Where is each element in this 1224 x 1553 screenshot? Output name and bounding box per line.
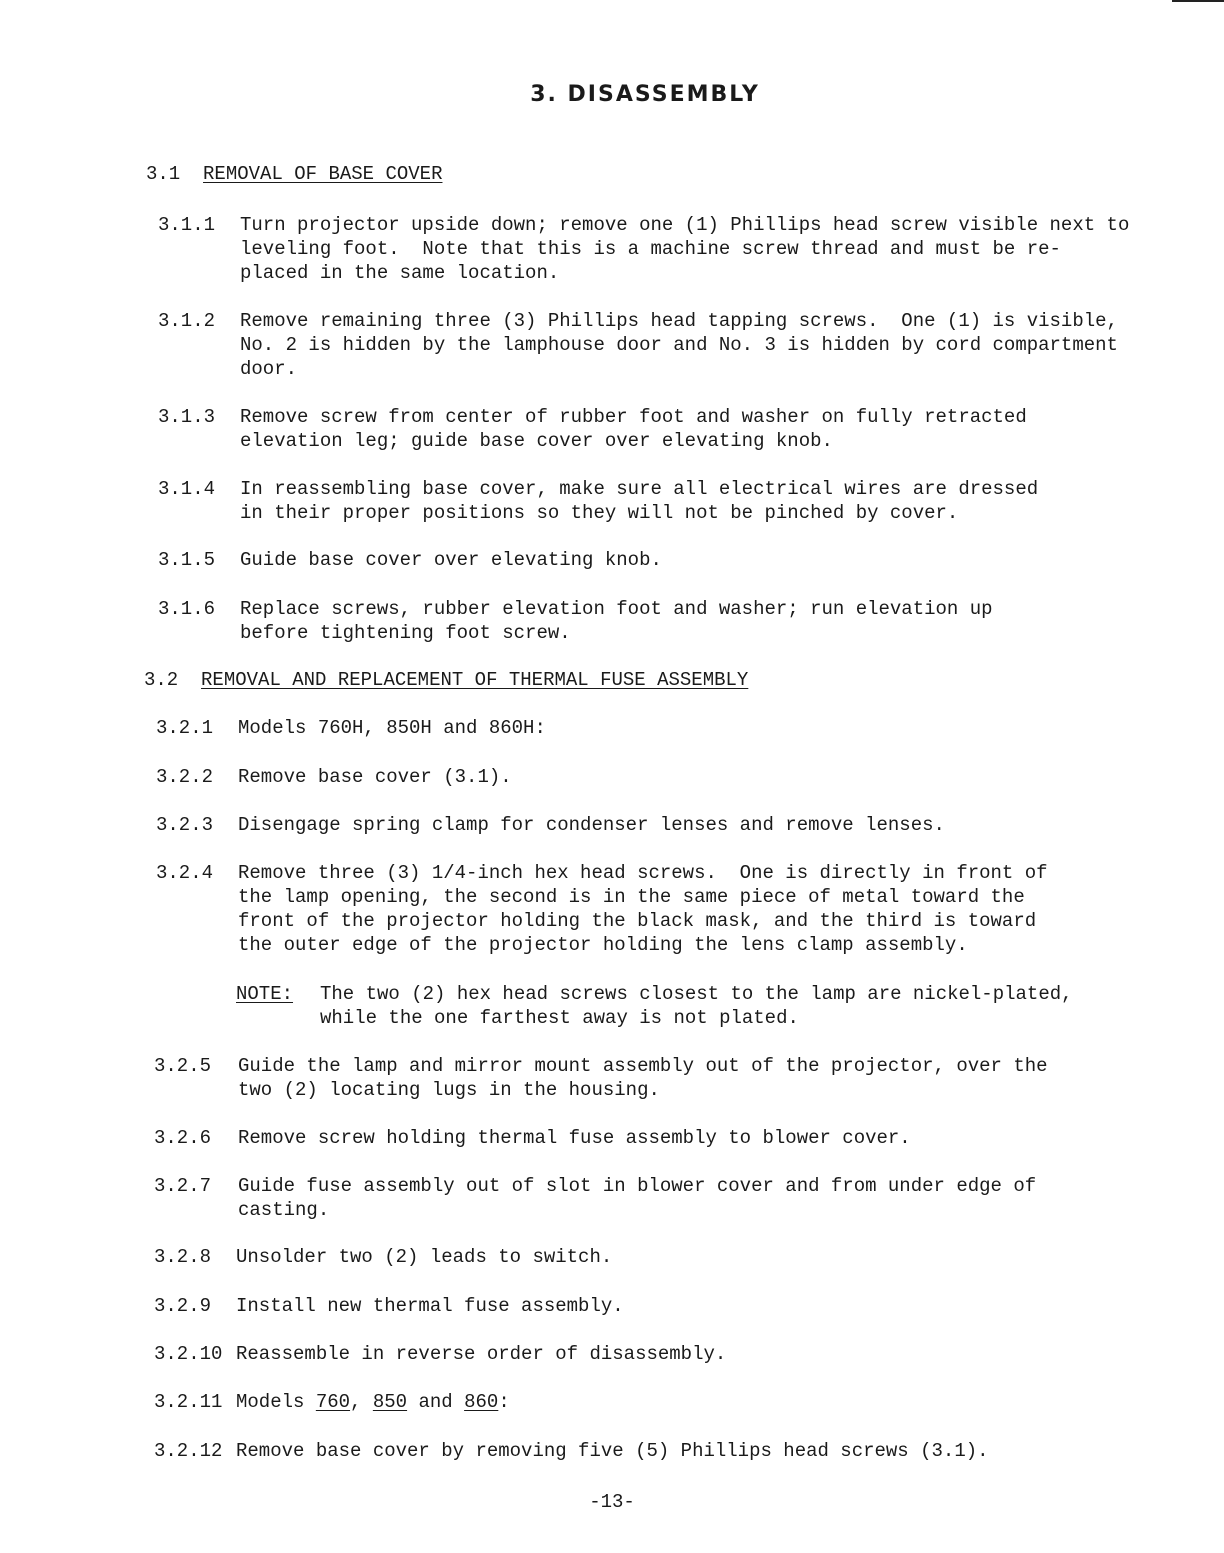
step-number: 3.1.1: [158, 214, 216, 236]
corner-rule: [1172, 0, 1224, 2]
section-number: 3.2: [144, 669, 179, 691]
step-number: 3.2.12: [154, 1440, 223, 1462]
step-number: 3.1.2: [158, 310, 216, 332]
step-line: door.: [240, 358, 298, 380]
step-line: leveling foot. Note that this is a machine screw thread and must be re-: [240, 238, 1061, 260]
step-number: 3.2.7: [154, 1175, 212, 1197]
step-number: 3.2.6: [154, 1127, 212, 1149]
model-760: 760: [315, 1391, 351, 1413]
step-number: 3.2.10: [154, 1343, 223, 1365]
step-line: elevation leg; guide base cover over elevating knob.: [240, 430, 833, 452]
step-line: Remove screw holding thermal fuse assembly to blower cover.: [238, 1127, 911, 1149]
step-number: 3.2.5: [154, 1055, 212, 1077]
step-number: 3.1.6: [158, 598, 216, 620]
step-text: [240, 405, 1027, 453]
comma: ,: [350, 1391, 362, 1413]
section-number: 3.1: [146, 163, 181, 185]
step-line: casting.: [238, 1199, 330, 1221]
step-number: 3.2.9: [154, 1295, 212, 1317]
step-text: [240, 477, 1038, 525]
step-number: 3.2.4: [156, 862, 214, 884]
step-text: [236, 1439, 989, 1463]
model-850: 850: [372, 1391, 408, 1413]
step-text: [238, 813, 945, 837]
step-line: Guide fuse assembly out of slot in blower cover and from under edge of: [238, 1175, 1037, 1197]
step-text: [240, 548, 662, 572]
step-number: 3.1.4: [158, 478, 216, 500]
step-line: before tightening foot screw.: [240, 622, 571, 644]
step-line: Remove base cover (3.1).: [238, 766, 512, 788]
section-title: REMOVAL AND REPLACEMENT OF THERMAL FUSE ASSEMBLY: [201, 669, 749, 691]
step-line: No. 2 is hidden by the lamphouse door and No. 3 is hidden by cord compartment: [240, 334, 1118, 356]
step-line: in their proper positions so they will not be pinched by cover.: [240, 502, 959, 524]
step-text: [238, 1126, 911, 1150]
step-line: Disengage spring clamp for condenser lenses and remove lenses.: [238, 814, 945, 836]
step-line: Unsolder two (2) leads to switch.: [236, 1246, 613, 1268]
step-text: [238, 1174, 1036, 1222]
step-text: [236, 1294, 624, 1318]
step-text: [238, 716, 546, 740]
step-text: [236, 1245, 612, 1269]
section-heading-3-2: [144, 668, 748, 692]
model-860: 860: [464, 1391, 499, 1413]
step-line: placed in the same location.: [240, 262, 560, 284]
step-line: the lamp opening, the second is in the same piece of metal toward the: [238, 886, 1025, 908]
section-title: REMOVAL OF BASE COVER: [203, 163, 443, 185]
step-line: Turn projector upside down; remove one (1) Phillips head screw visible next to: [240, 214, 1130, 236]
step-number: 3.2.3: [156, 814, 214, 836]
step-text: [236, 1342, 726, 1366]
step-number: 3.2.2: [156, 766, 214, 788]
step-line: Remove three (3) 1/4-inch hex head screws. One is directly in front of: [238, 862, 1048, 884]
step-line: Reassemble in reverse order of disassembly.: [236, 1343, 727, 1365]
note-line: The two (2) hex head screws closest to the lamp are nickel-plated,: [320, 983, 1073, 1005]
step-number: 3.1.3: [158, 406, 216, 428]
step-number: 3.2.8: [154, 1246, 212, 1268]
step-text: [240, 597, 993, 645]
note-text: [320, 982, 1073, 1030]
step-line: Models 760H, 850H and 860H:: [238, 717, 546, 739]
colon: :: [498, 1391, 510, 1413]
step-number: 3.1.5: [158, 549, 216, 571]
step-line: Replace screws, rubber elevation foot and washer; run elevation up: [240, 598, 993, 620]
page-number: -13-: [589, 1491, 635, 1513]
models-label: Models: [236, 1391, 305, 1413]
step-text: [238, 1054, 1048, 1102]
step-text: [240, 213, 1129, 285]
step-text: [238, 765, 512, 789]
step-line: Remove screw from center of rubber foot and washer on fully retracted: [240, 406, 1027, 428]
note-line: while the one farthest away is not plated.: [320, 1007, 799, 1029]
step-text: [236, 1390, 510, 1414]
step-text: [238, 861, 1048, 957]
step-number: 3.2.1: [156, 717, 214, 739]
step-line: the outer edge of the projector holding the lens clamp assembly.: [238, 934, 968, 956]
note-label: NOTE:: [236, 983, 294, 1005]
step-line: Guide the lamp and mirror mount assembly out of the projector, over the: [238, 1055, 1048, 1077]
section-heading-3-1: [146, 162, 442, 186]
step-line: two (2) locating lugs in the housing.: [238, 1079, 660, 1101]
step-line: In reassembling base cover, make sure all electrical wires are dressed: [240, 478, 1039, 500]
step-number: 3.2.11: [154, 1391, 223, 1413]
step-line: Remove base cover by removing five (5) Phillips head screws (3.1).: [236, 1440, 989, 1462]
page-title: 3. DISASSEMBLY: [530, 82, 760, 107]
step-text: [240, 309, 1118, 381]
step-line: front of the projector holding the black mask, and the third is toward: [238, 910, 1037, 932]
and-word: and: [418, 1391, 453, 1413]
step-line: Guide base cover over elevating knob.: [240, 549, 662, 571]
step-line: Install new thermal fuse assembly.: [236, 1295, 624, 1317]
step-line: Remove remaining three (3) Phillips head tapping screws. One (1) is visible,: [240, 310, 1118, 332]
